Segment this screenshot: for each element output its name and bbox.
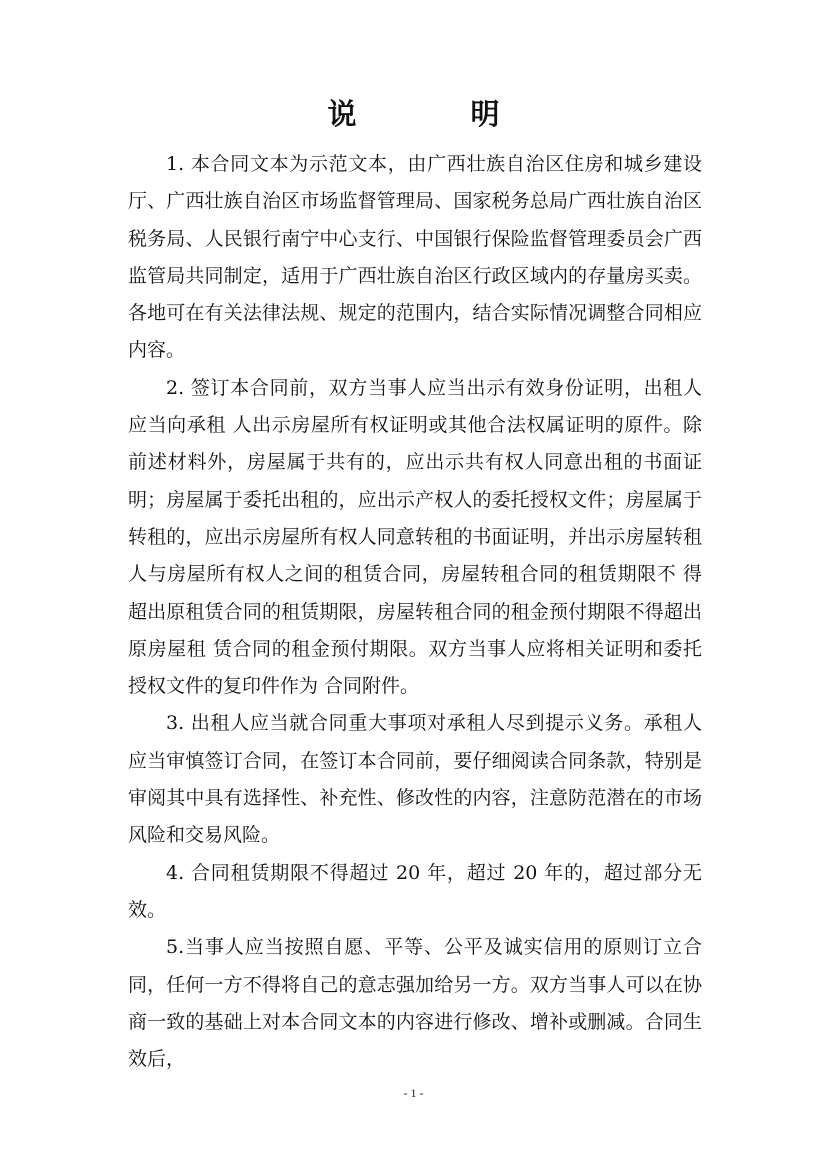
page-number: - 1 - xyxy=(403,1086,424,1100)
paragraph-2: 2. 签订本合同前，双方当事人应当出示有效身份证明，出租人应当向承租 人出示房屋所有权证明或其他合法权属证明的原件。除前述材料外，房屋属于共有的，应出示共有权人同意出租的书面证明；房屋属于委托出租的，应出示产权人的委托授权文件；房屋属于转租的，应出示房屋所有权人同意转租的书面证明，并出示房屋转租人与房屋所有权人之间的租赁合同，房屋转租合同的租赁期限不 得超出原租赁合同的租赁期限，房屋转租合同的租金预付期限不得超出原房屋租 赁合同的租金预付期限。双方当事人应将相关证明和委托授权文件的复印件作为 合同附件。 xyxy=(128,376,702,698)
paragraph-1: 1. 本合同文本为示范文本，由广西壮族自治区住房和城乡建设厅、广西壮族自治区市场监督管理局、国家税务总局广西壮族自治区税务局、人民银行南宁中心支行、中国银行保险监督管理委员会广西监管局共同制定，适用于广西壮族自治区行政区域内的存量房买卖。各地可在有关法律法规、规定的范围内，结合实际情况调整合同相应内容。 xyxy=(128,153,702,362)
paragraph-3: 3. 出租人应当就合同重大事项对承租人尽到提示义务。承租人应当审慎签订合同，在签订本合同前，要仔细阅读合同条款，特别是审阅其中具有选择性、补充性、修改性的内容，注意防范潜在的市场风险和交易风险。 xyxy=(128,712,702,847)
paragraph-5: 5.当事人应当按照自愿、平等、公平及诚实信用的原则订立合同，任何一方不得将自己的意志强加给另一方。双方当事人可以在协商一致的基础上对本合同文本的内容进行修改、增补或删减。合同生效后， xyxy=(128,936,702,1071)
page-title: 说 明 xyxy=(327,97,552,131)
document-body xyxy=(128,146,702,1078)
paragraph-4: 4. 合同租赁期限不得超过 20 年，超过 20 年的，超过部分无效。 xyxy=(128,861,702,921)
